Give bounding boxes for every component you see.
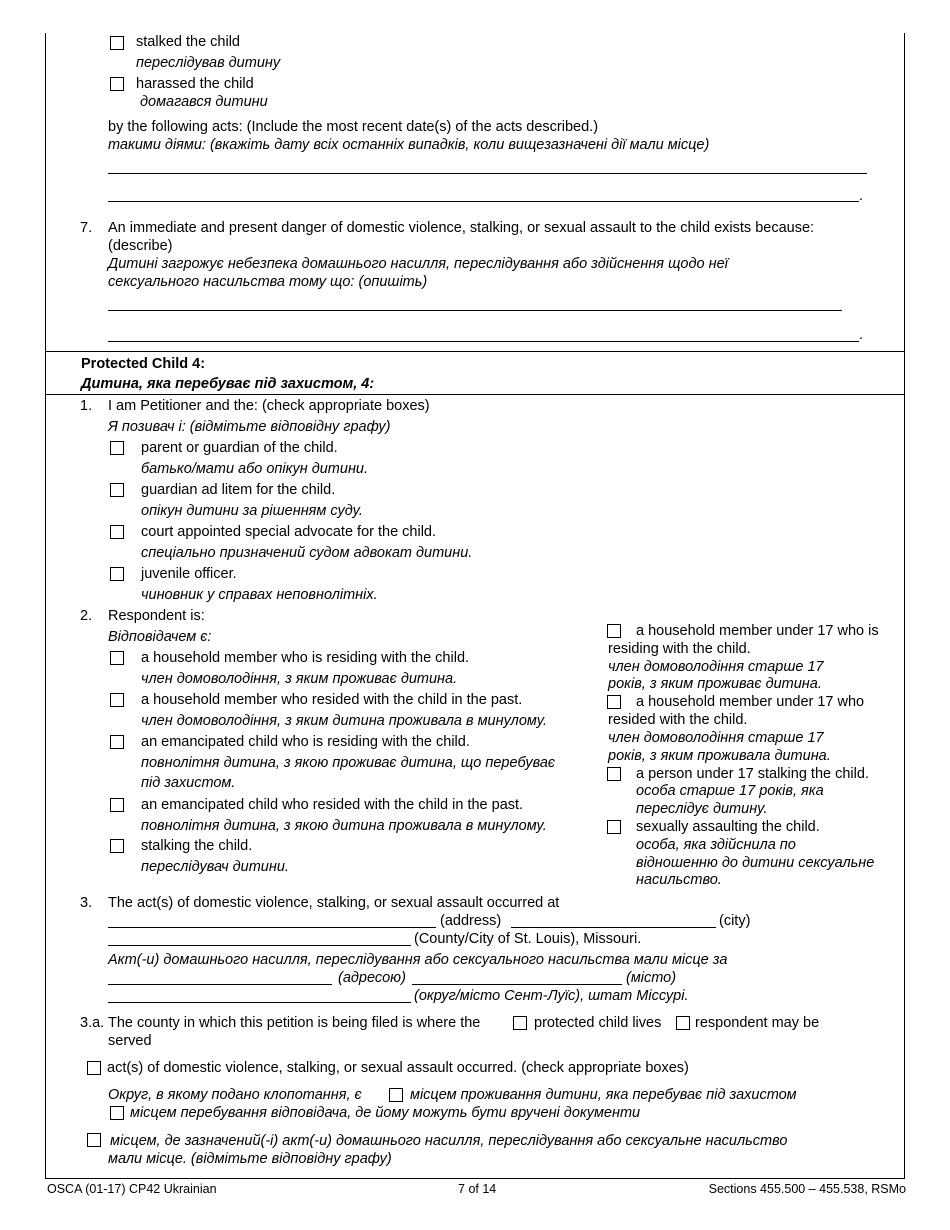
checkbox-resp-sexual-assault[interactable] xyxy=(607,820,621,834)
item3a-uk-pre: Округ, в якому подано клопотання, є xyxy=(108,1087,362,1103)
item2-left1-uk: член домоволодіння, з яким проживає дитина. xyxy=(141,671,458,687)
acts-instruction-uk: такими діями: (вкажіть дату всіх останніх випадків, коли вищезазначені дії мали місце) xyxy=(108,137,710,153)
item7-answer-period: . xyxy=(859,327,864,343)
item3-county-line[interactable] xyxy=(108,945,411,946)
item2-en: Respondent is: xyxy=(108,608,205,624)
item2-right4-uk1: особа, яка здійснила по xyxy=(636,837,796,853)
protected-child-title-en: Protected Child 4: xyxy=(81,356,206,372)
footer-form-id: OSCA (01-17) CP42 Ukrainian xyxy=(47,1182,217,1196)
acts-answer-line-1[interactable] xyxy=(108,173,867,174)
acts-instruction-en: by the following acts: (Include the most recent date(s) of the acts described.) xyxy=(108,119,599,135)
frame-left-border xyxy=(45,33,46,1179)
item3-address-label: (address) xyxy=(440,913,502,929)
footer-page-of: of xyxy=(468,1182,479,1196)
item7-en-line1: An immediate and present danger of domestic violence, stalking, or sexual assault to the child exists because: xyxy=(108,220,815,236)
item3a-en-pre: The county in which this petition is being filed is where the xyxy=(108,1015,481,1031)
item2-right2-en2: resided with the child. xyxy=(608,712,748,728)
checkbox-county-respondent-uk[interactable] xyxy=(110,1106,124,1120)
item1-opt4-uk: чиновник у справах неповнолітніх. xyxy=(141,587,378,603)
item3-county-line-uk[interactable] xyxy=(108,1002,411,1003)
item2-left3-uk: повнолітня дитина, з якою проживає дитина, що перебуває xyxy=(141,755,556,771)
checkbox-resp-under17-residing[interactable] xyxy=(607,624,621,638)
item3-city-line[interactable] xyxy=(511,927,716,928)
item2-left1-en: a household member who is residing with the child. xyxy=(141,650,470,666)
frame-bottom-border xyxy=(45,1178,905,1179)
checkbox-harassed[interactable] xyxy=(110,77,124,91)
checkbox-resp-under17-stalking[interactable] xyxy=(607,767,621,781)
item7-uk-line2: сексуального насильства тому що: (опишіть) xyxy=(108,274,428,290)
item2-left5-uk: переслідувач дитини. xyxy=(141,859,289,875)
checkbox-resp-emancipated-resided[interactable] xyxy=(110,798,124,812)
item2-right2-uk1: член домоволодіння старше 17 xyxy=(608,730,824,746)
checkbox-guardian-ad-litem[interactable] xyxy=(110,483,124,497)
checkbox-county-child-lives[interactable] xyxy=(513,1016,527,1030)
checkbox-resp-household-resided[interactable] xyxy=(110,693,124,707)
item2-left3-en: an emancipated child who is residing with the child. xyxy=(141,734,470,750)
item2-right3-uk2: переслідує дитину. xyxy=(636,801,768,817)
item3a-uk-opt3-line2: мали місце. (відмітьте відповідну графу) xyxy=(108,1151,392,1167)
opt-harassed-uk: домагався дитини xyxy=(140,94,268,110)
item1-en: I am Petitioner and the: (check appropriate boxes) xyxy=(108,398,430,414)
item3a-number: 3.a. xyxy=(80,1015,105,1031)
item3-uk: Акт(-и) домашнього насилля, переслідування або сексуального насильства мали місце за xyxy=(108,952,728,968)
item7-answer-line-1[interactable] xyxy=(108,310,842,311)
item2-right3-uk1: особа старше 17 років, яка xyxy=(636,783,824,799)
checkbox-resp-household-residing[interactable] xyxy=(110,651,124,665)
opt-harassed-en: harassed the child xyxy=(136,76,254,92)
item2-right1-uk1: член домоволодіння старше 17 xyxy=(608,659,824,675)
item3-number: 3. xyxy=(80,895,93,911)
item2-left4-uk: повнолітня дитина, з якою дитина проживала в минулому. xyxy=(141,818,547,834)
checkbox-stalked[interactable] xyxy=(110,36,124,50)
acts-answer-period: . xyxy=(859,188,864,204)
item1-opt4-en: juvenile officer. xyxy=(141,566,237,582)
item3-address-line[interactable] xyxy=(108,927,436,928)
item1-opt1-uk: батько/мати або опікун дитини. xyxy=(141,461,369,477)
item3a-opt-acts: act(s) of domestic violence, stalking, or sexual assault occurred. (check appropriate boxes) xyxy=(107,1060,689,1076)
acts-answer-line-2[interactable] xyxy=(108,201,859,202)
item2-uk: Відповідачем є: xyxy=(108,629,212,645)
item2-right2-uk2: років, з яким проживала дитина. xyxy=(608,748,831,764)
item3a-opt-respondent: respondent may be xyxy=(695,1015,820,1031)
item3a-uk-opt1: місцем проживання дитини, яка перебуває під захистом xyxy=(410,1087,797,1103)
item2-right4-uk3: насильство. xyxy=(636,872,722,888)
item3a-en-cont: served xyxy=(108,1033,152,1049)
item2-right4-uk2: відношенню до дитини сексуальне xyxy=(636,855,875,871)
item1-opt1-en: parent or guardian of the child. xyxy=(141,440,338,456)
item2-right4-en1: sexually assaulting the child. xyxy=(636,819,820,835)
item1-opt3-en: court appointed special advocate for the child. xyxy=(141,524,437,540)
checkbox-special-advocate[interactable] xyxy=(110,525,124,539)
checkbox-county-acts-occurred-uk[interactable] xyxy=(87,1133,101,1147)
item2-right2-en1: a household member under 17 who xyxy=(636,694,865,710)
item2-left2-uk: член домоволодіння, з яким дитина проживала в минулому. xyxy=(141,713,548,729)
opt-stalked-uk: переслідував дитину xyxy=(136,55,281,71)
checkbox-county-acts-occurred[interactable] xyxy=(87,1061,101,1075)
item2-right1-en2: residing with the child. xyxy=(608,641,751,657)
section-divider-top xyxy=(45,351,905,352)
item3-county-label: (County/City of St. Louis), Missouri. xyxy=(414,931,642,947)
item3-city-line-uk[interactable] xyxy=(412,984,622,985)
footer-page-current: 7 xyxy=(458,1182,465,1196)
item2-left2-en: a household member who resided with the child in the past. xyxy=(141,692,523,708)
checkbox-parent-guardian[interactable] xyxy=(110,441,124,455)
item2-right1-uk2: років, з яким проживає дитина. xyxy=(608,676,822,692)
item7-answer-line-2[interactable] xyxy=(108,341,859,342)
item2-right3-en1: a person under 17 stalking the child. xyxy=(636,766,869,782)
item1-uk: Я позивач і: (відмітьте відповідну графу) xyxy=(108,419,391,435)
item3a-uk-opt2: місцем перебування відповідача, де йому можуть бути вручені документи xyxy=(130,1105,641,1121)
checkbox-resp-emancipated-residing[interactable] xyxy=(110,735,124,749)
item3a-opt-child-lives: protected child lives xyxy=(534,1015,662,1031)
item3a-uk-opt3-line1: місцем, де зазначений(-і) акт(-и) домашнього насилля, переслідування або сексуальне насильство xyxy=(110,1133,788,1149)
opt-stalked-en: stalked the child xyxy=(136,34,240,50)
footer-page-total: 14 xyxy=(482,1182,497,1196)
item3-address-line-uk[interactable] xyxy=(108,984,332,985)
item2-right1-en1: a household member under 17 who is xyxy=(636,623,879,639)
checkbox-resp-under17-resided[interactable] xyxy=(607,695,621,709)
item1-opt3-uk: спеціально призначений судом адвокат дитини. xyxy=(141,545,473,561)
item2-number: 2. xyxy=(80,608,93,624)
footer-statute: Sections 455.500 – 455.538, RSMo xyxy=(708,1182,906,1196)
item7-uk-line1: Дитині загрожує небезпека домашнього насилля, переслідування або здійснення щодо неї xyxy=(108,256,728,272)
item1-number: 1. xyxy=(80,398,93,414)
checkbox-juvenile-officer[interactable] xyxy=(110,567,124,581)
item3-city-label: (city) xyxy=(719,913,751,929)
item1-opt2-en: guardian ad litem for the child. xyxy=(141,482,336,498)
item1-opt2-uk: опікун дитини за рішенням суду. xyxy=(141,503,363,519)
protected-child-title-uk: Дитина, яка перебуває під захистом, 4: xyxy=(81,376,375,392)
checkbox-county-respondent[interactable] xyxy=(676,1016,690,1030)
item3-city-label-uk: (місто) xyxy=(626,970,677,986)
item2-left4-en: an emancipated child who resided with the child in the past. xyxy=(141,797,524,813)
item3-address-label-uk: (адресою) xyxy=(338,970,406,986)
checkbox-resp-stalking[interactable] xyxy=(110,839,124,853)
item7-en-line2: (describe) xyxy=(108,238,173,254)
item2-left5-en: stalking the child. xyxy=(141,838,253,854)
item3-county-label-uk: (округ/місто Сент-Луїс), штат Міссурі. xyxy=(414,988,689,1004)
section-divider-bottom xyxy=(45,394,905,395)
item2-left3-uk2: під захистом. xyxy=(141,775,236,791)
checkbox-county-child-lives-uk[interactable] xyxy=(389,1088,403,1102)
footer-page-number xyxy=(458,1182,496,1197)
item7-number: 7. xyxy=(80,220,93,236)
item3-en: The act(s) of domestic violence, stalking, or sexual assault occurred at xyxy=(108,895,560,911)
frame-right-border xyxy=(904,33,905,1179)
